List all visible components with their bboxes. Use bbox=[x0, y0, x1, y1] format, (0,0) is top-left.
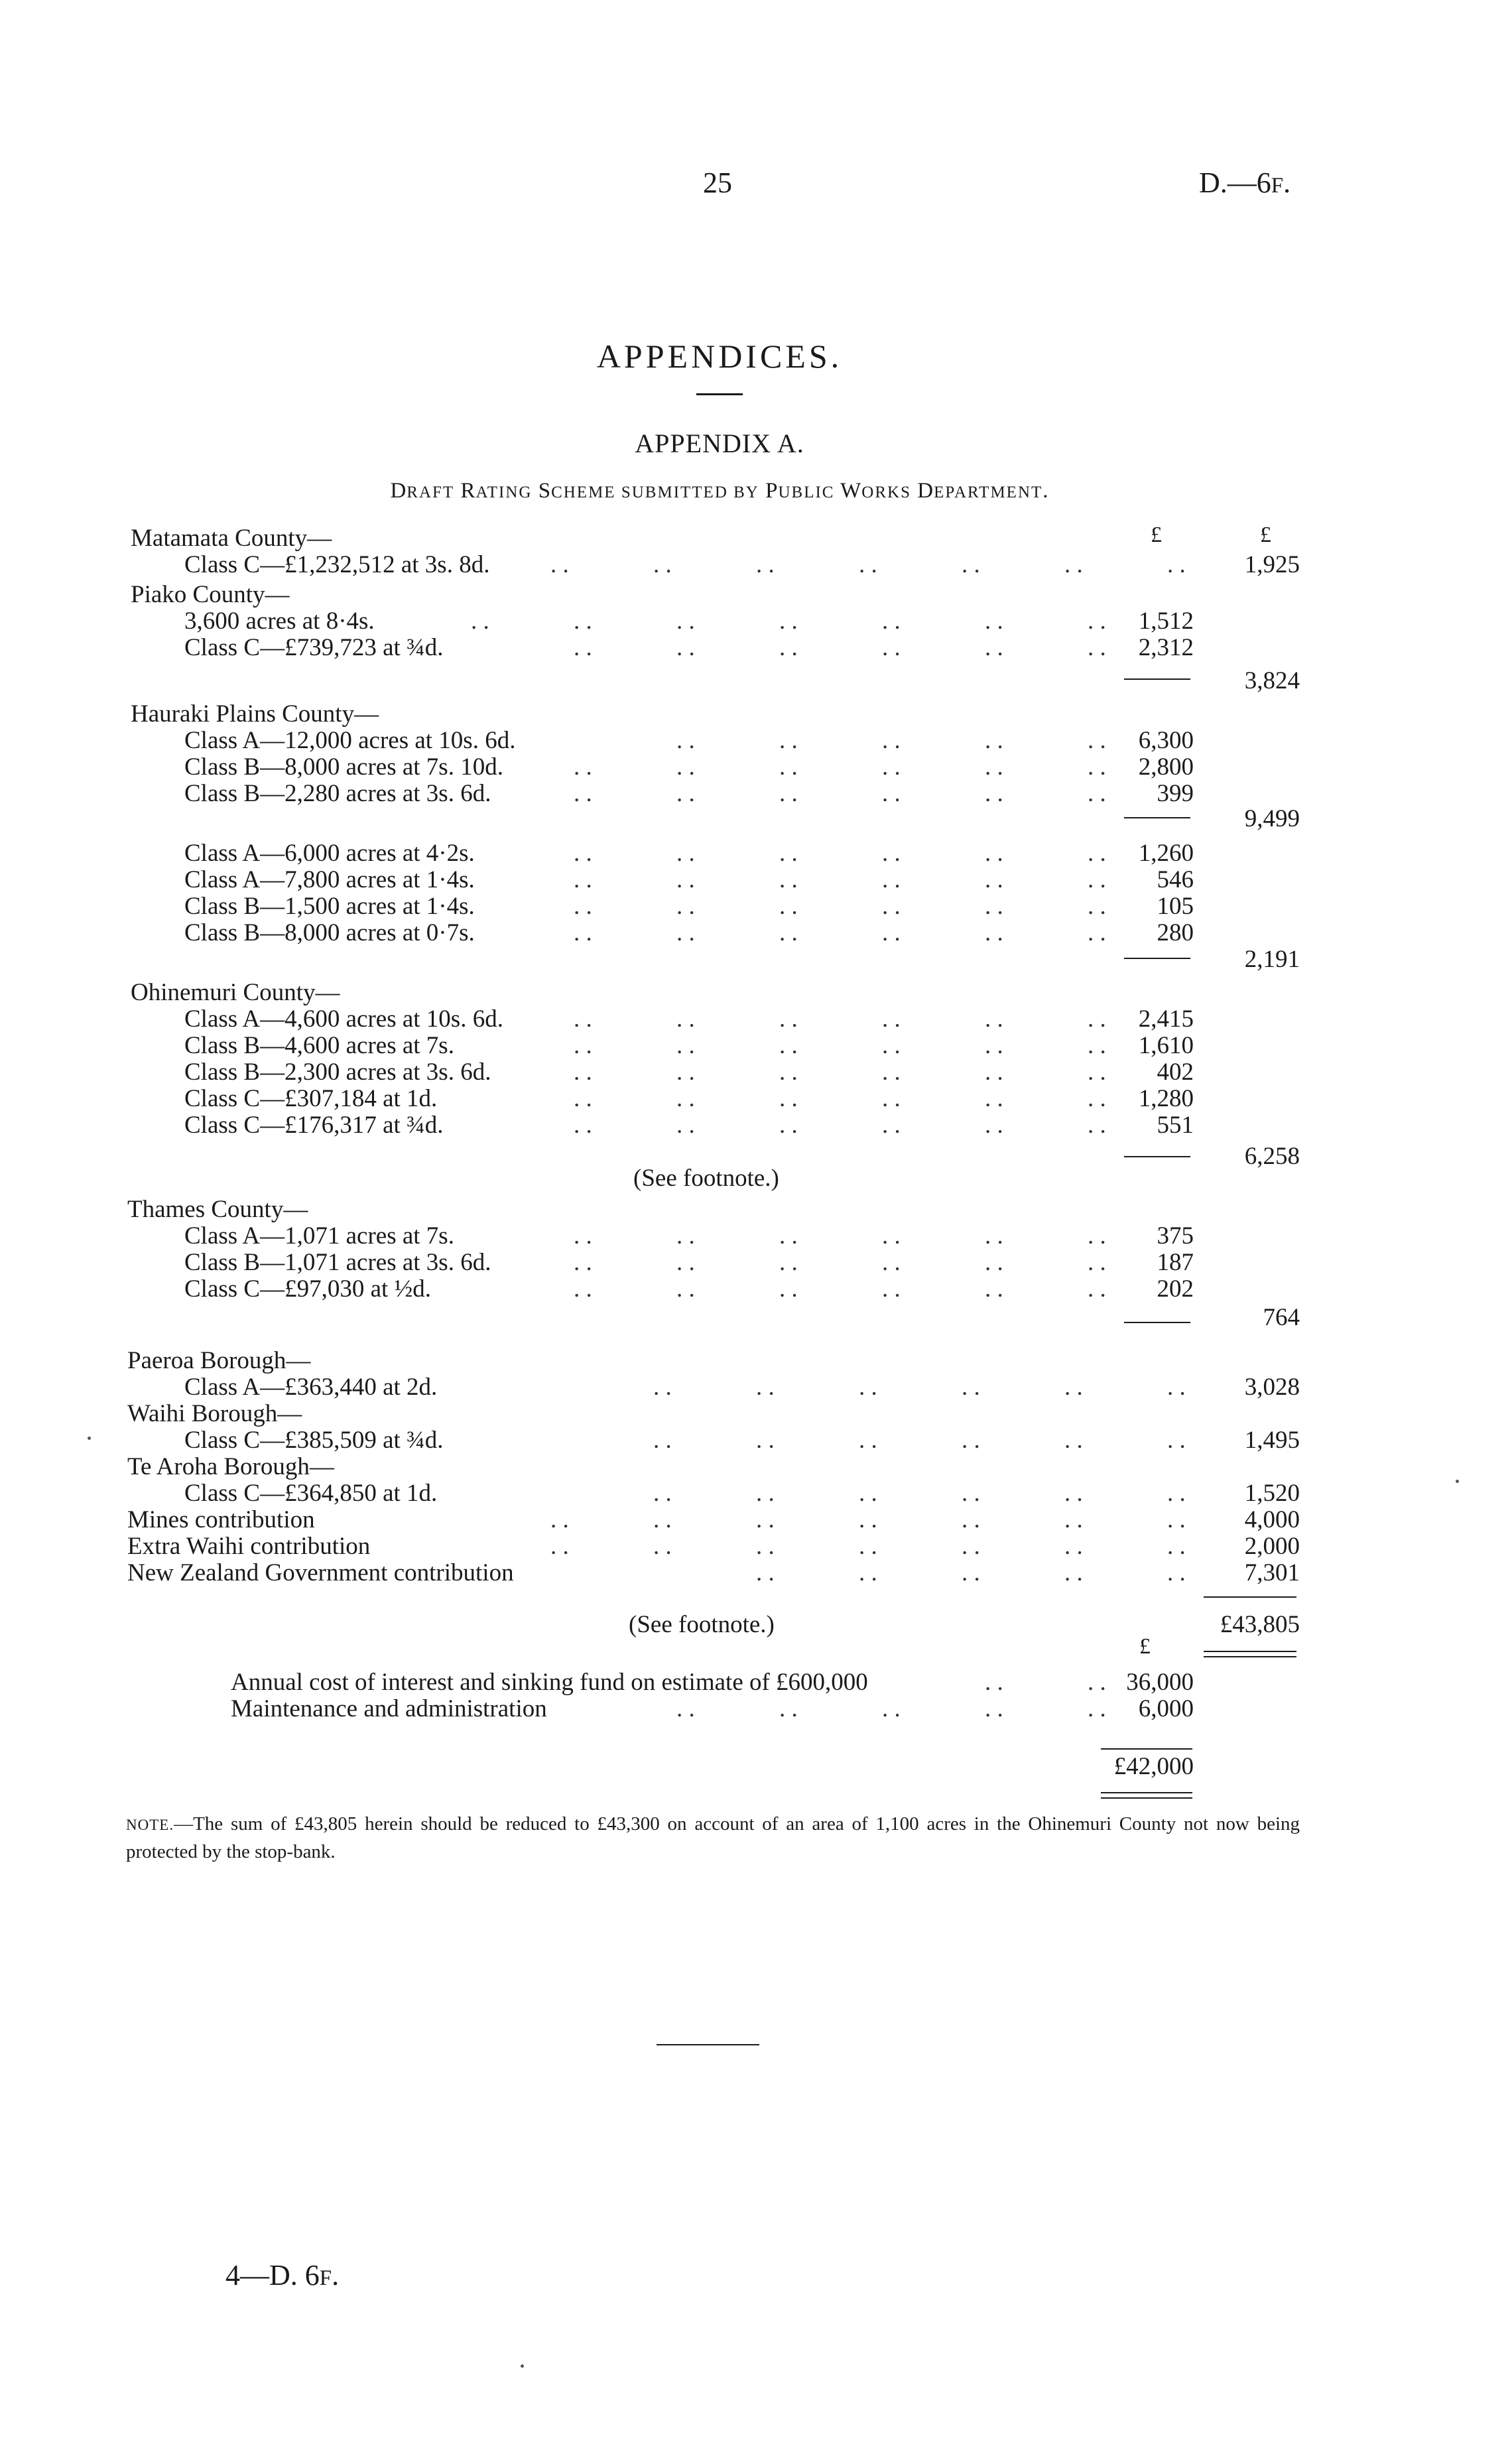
dot-leader: . . bbox=[1064, 1506, 1083, 1533]
dot-leader: . . bbox=[882, 1222, 901, 1250]
dot-leader: . . bbox=[985, 1059, 1003, 1086]
dot-leader: . . bbox=[676, 1112, 695, 1139]
row-label: Class C—£97,030 at ½d. bbox=[184, 1275, 432, 1303]
subtotal-rule bbox=[1124, 1156, 1190, 1157]
currency-head-col1: £ bbox=[1151, 523, 1162, 547]
table-row bbox=[0, 550, 1512, 580]
amount-column-1: 6,000 bbox=[1138, 1695, 1194, 1722]
dot-leader: . . bbox=[779, 1032, 798, 1059]
row-label: Class C—£1,232,512 at 3s. 8d. bbox=[184, 551, 490, 578]
dot-leader: . . bbox=[1088, 1222, 1106, 1250]
table-row bbox=[0, 753, 1512, 782]
scan-speck bbox=[521, 2364, 524, 2368]
currency-head-annual: £ bbox=[1139, 1634, 1151, 1659]
dot-leader: . . bbox=[676, 1005, 695, 1033]
dot-leader: . . bbox=[1088, 727, 1106, 754]
dot-leader: . . bbox=[779, 919, 798, 946]
dot-leader: . . bbox=[859, 1506, 877, 1533]
dot-leader: . . bbox=[1064, 1559, 1083, 1586]
table-row bbox=[0, 1695, 1512, 1724]
amount-column-2: 3,028 bbox=[1244, 1374, 1300, 1401]
dot-leader: . . bbox=[882, 919, 901, 946]
dot-leader: . . bbox=[985, 1669, 1003, 1696]
amount-column-1: 1,610 bbox=[1138, 1032, 1194, 1059]
dot-leader: . . bbox=[962, 551, 980, 578]
dot-leader: . . bbox=[882, 1695, 901, 1722]
table-row bbox=[0, 1506, 1512, 1535]
table-row bbox=[0, 1111, 1512, 1140]
dot-leader: . . bbox=[962, 1559, 980, 1586]
table-row bbox=[0, 1303, 1512, 1332]
dot-leader: . . bbox=[962, 1480, 980, 1507]
dot-leader: . . bbox=[1064, 1533, 1083, 1560]
row-label: New Zealand Government contribution bbox=[127, 1559, 514, 1586]
footnote-text: —The sum of £43,805 herein should be reduced to £43,300 on account of an area of 1,100 acres in the Ohinemuri County not now being protected by the stop-bank. bbox=[126, 1813, 1300, 1862]
dot-leader: . . bbox=[1088, 1032, 1106, 1059]
amount-column-1: 1,280 bbox=[1138, 1085, 1194, 1112]
dot-leader: . . bbox=[985, 1695, 1003, 1722]
dot-leader: . . bbox=[1088, 1085, 1106, 1112]
dot-leader: . . bbox=[676, 1059, 695, 1086]
dot-leader: . . bbox=[779, 1085, 798, 1112]
dot-leader: . . bbox=[779, 1249, 798, 1276]
dot-leader: . . bbox=[962, 1427, 980, 1454]
dot-leader: . . bbox=[779, 1059, 798, 1086]
dot-leader: . . bbox=[882, 840, 901, 867]
dot-leader: . . bbox=[1088, 1695, 1106, 1722]
dot-leader: . . bbox=[1167, 1533, 1186, 1560]
row-label: Hauraki Plains County— bbox=[131, 700, 379, 728]
table-row bbox=[0, 1559, 1512, 1588]
subtotal-rule bbox=[1124, 958, 1190, 959]
subtotal-rule bbox=[1124, 1322, 1190, 1323]
amount-column-1: 1,512 bbox=[1138, 608, 1194, 635]
row-label: Matamata County— bbox=[131, 525, 332, 552]
dot-leader: . . bbox=[779, 608, 798, 635]
dot-leader: . . bbox=[1088, 1059, 1106, 1086]
dot-leader: . . bbox=[779, 634, 798, 661]
row-label: Class B—1,500 acres at 1·4s. bbox=[184, 893, 475, 920]
annual-total-rule bbox=[1101, 1748, 1192, 1750]
dot-leader: . . bbox=[574, 780, 592, 807]
row-label: (See footnote.) bbox=[633, 1165, 779, 1192]
dot-leader: . . bbox=[676, 866, 695, 893]
table-row bbox=[0, 1084, 1512, 1114]
page-number: 25 bbox=[703, 166, 732, 199]
page-signature: 4—D. 6F. bbox=[225, 2259, 340, 2291]
row-label: Class B—1,071 acres at 3s. 6d. bbox=[184, 1249, 491, 1276]
row-label: Class B—8,000 acres at 7s. 10d. bbox=[184, 753, 503, 781]
dot-leader: . . bbox=[779, 1112, 798, 1139]
row-label: Class A—6,000 acres at 4·2s. bbox=[184, 840, 475, 867]
annual-total-double-rule bbox=[1101, 1792, 1192, 1793]
dot-leader: . . bbox=[471, 608, 489, 635]
dot-leader: . . bbox=[653, 1374, 672, 1401]
dot-leader: . . bbox=[1167, 1427, 1186, 1454]
grand-total-rule bbox=[1204, 1596, 1296, 1598]
dot-leader: . . bbox=[574, 1085, 592, 1112]
amount-column-2: 2,000 bbox=[1244, 1533, 1300, 1560]
dot-leader: . . bbox=[1064, 551, 1083, 578]
dot-leader: . . bbox=[962, 1533, 980, 1560]
dot-leader: . . bbox=[676, 634, 695, 661]
table-row bbox=[0, 978, 1512, 1007]
appendix-label: APPENDIX A. bbox=[635, 428, 804, 458]
amount-column-1: 551 bbox=[1157, 1112, 1194, 1139]
dot-leader: . . bbox=[882, 1112, 901, 1139]
dot-leader: . . bbox=[779, 1222, 798, 1250]
dot-leader: . . bbox=[676, 780, 695, 807]
dot-leader: . . bbox=[574, 1222, 592, 1250]
dot-leader: . . bbox=[1088, 919, 1106, 946]
dot-leader: . . bbox=[859, 1533, 877, 1560]
dot-leader: . . bbox=[859, 551, 877, 578]
dot-leader: . . bbox=[756, 1506, 775, 1533]
table-row bbox=[0, 804, 1512, 834]
dot-leader: . . bbox=[882, 608, 901, 635]
table-row bbox=[0, 1752, 1512, 1781]
amount-column-2: 1,520 bbox=[1244, 1480, 1300, 1507]
dot-leader: . . bbox=[882, 866, 901, 893]
row-label: Class C—£364,850 at 1d. bbox=[184, 1480, 438, 1507]
dot-leader: . . bbox=[1064, 1427, 1083, 1454]
dot-leader: . . bbox=[574, 1059, 592, 1086]
dot-leader: . . bbox=[779, 1695, 798, 1722]
dot-leader: . . bbox=[574, 634, 592, 661]
amount-column-1: 36,000 bbox=[1126, 1669, 1194, 1696]
dot-leader: . . bbox=[859, 1374, 877, 1401]
dot-leader: . . bbox=[574, 1032, 592, 1059]
dot-leader: . . bbox=[985, 634, 1003, 661]
row-label: Class C—£307,184 at 1d. bbox=[184, 1085, 438, 1112]
dot-leader: . . bbox=[1088, 840, 1106, 867]
dot-leader: . . bbox=[985, 780, 1003, 807]
amount-column-2: 9,499 bbox=[1244, 805, 1300, 832]
dot-leader: . . bbox=[882, 634, 901, 661]
table-row bbox=[0, 1005, 1512, 1034]
dot-leader: . . bbox=[859, 1480, 877, 1507]
dot-leader: . . bbox=[882, 1032, 901, 1059]
amount-column-2: £43,805 bbox=[1220, 1611, 1300, 1638]
table-row bbox=[0, 1399, 1512, 1429]
title-divider bbox=[696, 393, 743, 395]
table-row bbox=[0, 1164, 1512, 1193]
table-row bbox=[0, 945, 1512, 974]
dot-leader: . . bbox=[779, 1005, 798, 1033]
dot-leader: . . bbox=[676, 1695, 695, 1722]
dot-leader: . . bbox=[676, 919, 695, 946]
page-title: APPENDICES. bbox=[596, 338, 843, 375]
dot-leader: . . bbox=[779, 866, 798, 893]
amount-column-2: 1,495 bbox=[1244, 1427, 1300, 1454]
row-label: Waihi Borough— bbox=[127, 1400, 302, 1427]
table-row bbox=[0, 1195, 1512, 1224]
dot-leader: . . bbox=[779, 780, 798, 807]
row-label: Extra Waihi contribution bbox=[127, 1533, 371, 1560]
dot-leader: . . bbox=[676, 727, 695, 754]
row-label: Class B—2,280 acres at 3s. 6d. bbox=[184, 780, 491, 807]
dot-leader: . . bbox=[676, 840, 695, 867]
amount-column-1: 402 bbox=[1157, 1059, 1194, 1086]
dot-leader: . . bbox=[882, 727, 901, 754]
dot-leader: . . bbox=[653, 1533, 672, 1560]
dot-leader: . . bbox=[574, 893, 592, 920]
row-label: Class A—£363,440 at 2d. bbox=[184, 1374, 438, 1401]
dot-leader: . . bbox=[1088, 634, 1106, 661]
amount-column-1: 2,415 bbox=[1138, 1005, 1194, 1033]
dot-leader: . . bbox=[574, 1249, 592, 1276]
dot-leader: . . bbox=[1167, 1480, 1186, 1507]
table-row bbox=[0, 1248, 1512, 1277]
row-label: Thames County— bbox=[127, 1196, 308, 1223]
row-label: Piako County— bbox=[131, 581, 290, 608]
dot-leader: . . bbox=[574, 840, 592, 867]
dot-leader: . . bbox=[574, 1275, 592, 1303]
footnote bbox=[126, 1811, 1300, 1865]
table-row bbox=[0, 1058, 1512, 1087]
scheme-title: DRAFT RATING SCHEME SUBMITTED BY PUBLIC WORKS DEPARTMENT. bbox=[390, 479, 1049, 503]
dot-leader: . . bbox=[550, 1506, 569, 1533]
amount-column-1: 6,300 bbox=[1138, 727, 1194, 754]
dot-leader: . . bbox=[756, 1427, 775, 1454]
dot-leader: . . bbox=[653, 551, 672, 578]
dot-leader: . . bbox=[779, 840, 798, 867]
table-row bbox=[0, 1452, 1512, 1482]
dot-leader: . . bbox=[985, 608, 1003, 635]
row-label: Class B—8,000 acres at 0·7s. bbox=[184, 919, 475, 946]
dot-leader: . . bbox=[1088, 753, 1106, 781]
dot-leader: . . bbox=[882, 1005, 901, 1033]
dot-leader: . . bbox=[779, 1275, 798, 1303]
table-row bbox=[0, 1668, 1512, 1697]
table-row bbox=[0, 839, 1512, 868]
dot-leader: . . bbox=[1088, 780, 1106, 807]
amount-column-1: 546 bbox=[1157, 866, 1194, 893]
row-label: Class C—£739,723 at ¾d. bbox=[184, 634, 444, 661]
row-label: Class A—4,600 acres at 10s. 6d. bbox=[184, 1005, 503, 1033]
dot-leader: . . bbox=[985, 1032, 1003, 1059]
dot-leader: . . bbox=[574, 608, 592, 635]
dot-leader: . . bbox=[1167, 551, 1186, 578]
end-divider bbox=[657, 2044, 759, 2045]
dot-leader: . . bbox=[779, 727, 798, 754]
dot-leader: . . bbox=[962, 1506, 980, 1533]
dot-leader: . . bbox=[1167, 1506, 1186, 1533]
dot-leader: . . bbox=[1088, 893, 1106, 920]
table-row bbox=[0, 1373, 1512, 1402]
table-row bbox=[0, 580, 1512, 610]
table-row bbox=[0, 1479, 1512, 1508]
dot-leader: . . bbox=[676, 1222, 695, 1250]
amount-column-2: 3,824 bbox=[1244, 667, 1300, 694]
dot-leader: . . bbox=[676, 1085, 695, 1112]
dot-leader: . . bbox=[574, 1112, 592, 1139]
dot-leader: . . bbox=[574, 866, 592, 893]
dot-leader: . . bbox=[882, 893, 901, 920]
currency-head-col2: £ bbox=[1260, 523, 1271, 547]
row-label: Class A—12,000 acres at 10s. 6d. bbox=[184, 727, 516, 754]
dot-leader: . . bbox=[985, 1085, 1003, 1112]
dot-leader: . . bbox=[985, 753, 1003, 781]
table-row bbox=[0, 1426, 1512, 1455]
row-label: Class C—£385,509 at ¾d. bbox=[184, 1427, 444, 1454]
amount-column-1: 187 bbox=[1157, 1249, 1194, 1276]
row-label: (See footnote.) bbox=[629, 1611, 775, 1638]
dot-leader: . . bbox=[1088, 608, 1106, 635]
table-row bbox=[0, 524, 1512, 553]
dot-leader: . . bbox=[756, 1559, 775, 1586]
amount-column-2: 2,191 bbox=[1244, 946, 1300, 973]
dot-leader: . . bbox=[882, 1059, 901, 1086]
row-label: Annual cost of interest and sinking fund on estimate of £600,000 bbox=[231, 1669, 868, 1696]
amount-column-1: 375 bbox=[1157, 1222, 1194, 1250]
dot-leader: . . bbox=[882, 753, 901, 781]
row-label: Class A—1,071 acres at 7s. bbox=[184, 1222, 454, 1250]
table-row bbox=[0, 633, 1512, 663]
dot-leader: . . bbox=[756, 1533, 775, 1560]
footnote-lead: NOTE. bbox=[126, 1817, 174, 1833]
dot-leader: . . bbox=[985, 727, 1003, 754]
row-label: Ohinemuri County— bbox=[131, 979, 340, 1006]
row-label: Class B—2,300 acres at 3s. 6d. bbox=[184, 1059, 491, 1086]
dot-leader: . . bbox=[653, 1480, 672, 1507]
dot-leader: . . bbox=[985, 866, 1003, 893]
dot-leader: . . bbox=[985, 1249, 1003, 1276]
subtotal-rule bbox=[1124, 817, 1190, 818]
dot-leader: . . bbox=[1088, 1669, 1106, 1696]
amount-column-2: 764 bbox=[1263, 1304, 1300, 1331]
row-label: Mines contribution bbox=[127, 1506, 315, 1533]
dot-leader: . . bbox=[1088, 1005, 1106, 1033]
table-row bbox=[0, 1222, 1512, 1251]
scan-speck bbox=[88, 1437, 91, 1440]
dot-leader: . . bbox=[1088, 1275, 1106, 1303]
dot-leader: . . bbox=[653, 1427, 672, 1454]
table-row bbox=[0, 726, 1512, 755]
dot-leader: . . bbox=[756, 1374, 775, 1401]
dot-leader: . . bbox=[882, 780, 901, 807]
table-row bbox=[0, 1610, 1512, 1640]
dot-leader: . . bbox=[574, 919, 592, 946]
amount-column-1: 1,260 bbox=[1138, 840, 1194, 867]
amount-column-1: 399 bbox=[1157, 780, 1194, 807]
dot-leader: . . bbox=[676, 1249, 695, 1276]
table-row bbox=[0, 1346, 1512, 1376]
row-label: 3,600 acres at 8·4s. bbox=[184, 608, 375, 635]
dot-leader: . . bbox=[756, 1480, 775, 1507]
amount-column-1: 2,312 bbox=[1138, 634, 1194, 661]
table-row bbox=[0, 919, 1512, 948]
dot-leader: . . bbox=[882, 1085, 901, 1112]
amount-column-1: £42,000 bbox=[1113, 1753, 1194, 1780]
dot-leader: . . bbox=[1064, 1374, 1083, 1401]
dot-leader: . . bbox=[1167, 1374, 1186, 1401]
row-label: Paeroa Borough— bbox=[127, 1347, 311, 1374]
amount-column-1: 2,800 bbox=[1138, 753, 1194, 781]
amount-column-2: 1,925 bbox=[1244, 551, 1300, 578]
dot-leader: . . bbox=[1167, 1559, 1186, 1586]
dot-leader: . . bbox=[985, 1112, 1003, 1139]
dot-leader: . . bbox=[1064, 1480, 1083, 1507]
amount-column-1: 280 bbox=[1157, 919, 1194, 946]
amount-column-1: 105 bbox=[1157, 893, 1194, 920]
grand-total-double-rule bbox=[1204, 1651, 1296, 1652]
row-label: Te Aroha Borough— bbox=[127, 1453, 334, 1480]
dot-leader: . . bbox=[574, 753, 592, 781]
row-label: Class C—£176,317 at ¾d. bbox=[184, 1112, 444, 1139]
dot-leader: . . bbox=[985, 840, 1003, 867]
dot-leader: . . bbox=[882, 1275, 901, 1303]
grand-total-double-rule bbox=[1204, 1656, 1296, 1657]
row-label: Maintenance and administration bbox=[231, 1695, 547, 1722]
amount-column-2: 7,301 bbox=[1244, 1559, 1300, 1586]
annual-total-double-rule bbox=[1101, 1797, 1192, 1799]
dot-leader: . . bbox=[1088, 866, 1106, 893]
document-code: D.—6F. bbox=[1199, 166, 1291, 199]
dot-leader: . . bbox=[985, 1275, 1003, 1303]
amount-column-1: 202 bbox=[1157, 1275, 1194, 1303]
dot-leader: . . bbox=[779, 893, 798, 920]
dot-leader: . . bbox=[985, 919, 1003, 946]
dot-leader: . . bbox=[779, 753, 798, 781]
table-row bbox=[0, 892, 1512, 921]
subtotal-rule bbox=[1124, 678, 1190, 680]
row-label: Class A—7,800 acres at 1·4s. bbox=[184, 866, 475, 893]
dot-leader: . . bbox=[1088, 1112, 1106, 1139]
table-row bbox=[0, 607, 1512, 636]
row-label: Class B—4,600 acres at 7s. bbox=[184, 1032, 454, 1059]
dot-leader: . . bbox=[985, 1222, 1003, 1250]
table-row bbox=[0, 1031, 1512, 1061]
dot-leader: . . bbox=[676, 608, 695, 635]
scan-speck bbox=[1456, 1480, 1459, 1483]
table-row bbox=[0, 866, 1512, 895]
table-row bbox=[0, 1532, 1512, 1561]
dot-leader: . . bbox=[676, 1275, 695, 1303]
dot-leader: . . bbox=[574, 1005, 592, 1033]
dot-leader: . . bbox=[1088, 1249, 1106, 1276]
table-row bbox=[0, 700, 1512, 729]
dot-leader: . . bbox=[859, 1427, 877, 1454]
dot-leader: . . bbox=[859, 1559, 877, 1586]
amount-column-2: 6,258 bbox=[1244, 1143, 1300, 1170]
amount-column-2: 4,000 bbox=[1244, 1506, 1300, 1533]
dot-leader: . . bbox=[985, 1005, 1003, 1033]
dot-leader: . . bbox=[882, 1249, 901, 1276]
dot-leader: . . bbox=[676, 1032, 695, 1059]
dot-leader: . . bbox=[550, 1533, 569, 1560]
dot-leader: . . bbox=[962, 1374, 980, 1401]
dot-leader: . . bbox=[676, 753, 695, 781]
dot-leader: . . bbox=[676, 893, 695, 920]
dot-leader: . . bbox=[756, 551, 775, 578]
dot-leader: . . bbox=[985, 893, 1003, 920]
table-row bbox=[0, 1275, 1512, 1304]
table-row bbox=[0, 667, 1512, 696]
dot-leader: . . bbox=[550, 551, 569, 578]
dot-leader: . . bbox=[653, 1506, 672, 1533]
